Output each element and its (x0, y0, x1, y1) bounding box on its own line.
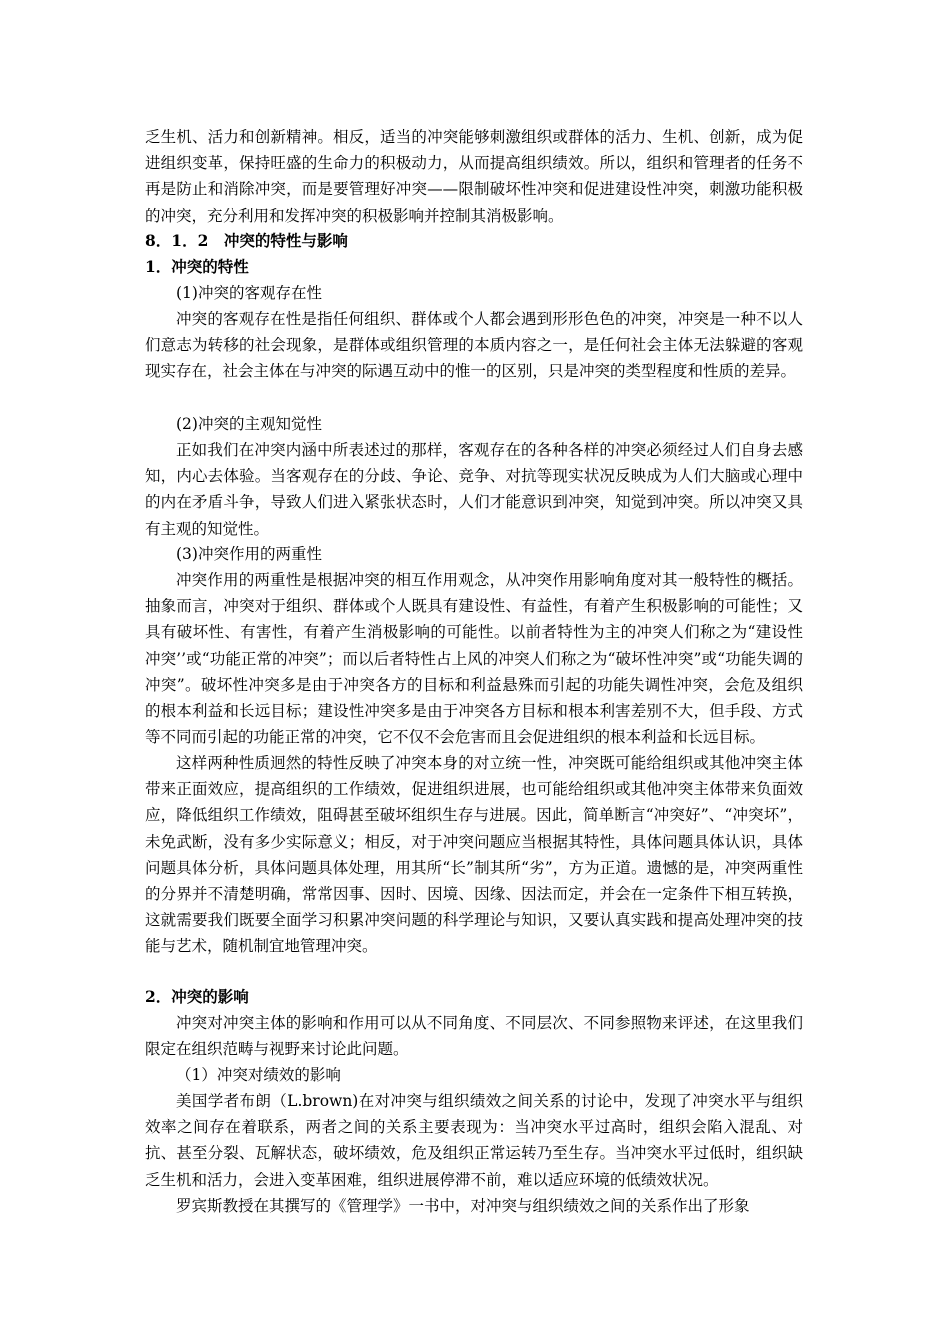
paragraph-intro: 乏生机、活力和创新精神。相反，适当的冲突能够刺激组织或群体的活力、生机、创新，成为促进组织变革，保持旺盛的生命力的积极动力，从而提高组织绩效。所以，组织和管理者的任务不再是防止和消除冲突，而是要管理好冲突——限制破坏性冲突和促进建设性冲突，刺激功能积极的冲突，充分利用和发挥冲突的积极影响并控制其消极影响。 (145, 128, 803, 225)
paragraph-objective-existence: 冲突的客观存在性是指任何组织、群体或个人都会遇到形形色色的冲突，冲突是一种不以人们意志为转移的社会现象，是群体或组织管理的本质内容之一，是任何社会主体无法躲避的客观现实存在，社会主体在与冲突的际遇互动中的惟一的区别，只是冲突的类型程度和性质的差异。 (145, 310, 803, 381)
subheading-objective-existence: (1)冲突的客观存在性 (176, 284, 322, 302)
section-heading: 8．1．2 冲突的特性与影响 (145, 231, 348, 250)
paragraph-brown-study: 美国学者布朗（L.brown)在对冲突与组织绩效之间关系的讨论中，发现了冲突水平与组织效率之间存在着联系，两者之间的关系主要表现为：当冲突水平过高时，组织会陷入混乱、对抗、甚至分裂、瓦解状态，破坏绩效，危及组织正常运转乃至生存。当冲突水平过低时，组织缺乏生机和活力，会进入变革困难，组织进展停滞不前，难以适应环境的低绩效状况。 (145, 1092, 803, 1189)
subheading-duality: (3)冲突作用的两重性 (176, 545, 322, 563)
heading-conflict-characteristics: 1．冲突的特性 (145, 257, 249, 276)
paragraph-robbins: 罗宾斯教授在其撰写的《管理学》一书中，对冲突与组织绩效之间的关系作出了形象 (176, 1197, 750, 1215)
heading-conflict-impact: 2．冲突的影响 (145, 987, 249, 1006)
paragraph-duality: 冲突作用的两重性是根据冲突的相互作用观念，从冲突作用影响角度对其一般特性的概括。抽象而言，冲突对于组织、群体或个人既具有建设性、有益性，有着产生积极影响的可能性；又具有破坏性、有害性，有着产生消极影响的可能性。以前者特性为主的冲突人们称之为“建设性冲突’’或“功能正常的冲突”；而以后者特性占上风的冲突人们称之为“破坏性冲突”或“功能失调的冲突”。破坏性冲突多是由于冲突各方的目标和利益悬殊而引起的功能失调性冲突，会危及组织的根本利益和长远目标；建设性冲突多是由于冲突各方目标和根本利害差别不大，但手段、方式等不同而引起的功能正常的冲突，它不仅不会危害而且会促进组织的根本利益和长远目标。 (145, 571, 803, 747)
subheading-impact-on-performance: （1）冲突对绩效的影响 (176, 1066, 341, 1084)
paragraph-dialectic: 这样两种性质迥然的特性反映了冲突本身的对立统一性，冲突既可能给组织或其他冲突主体带来正面效应，提高组织的工作绩效，促进组织进展，也可能给组织或其他冲突主体带来负面效应，降低组织工作绩效，阻碍甚至破坏组织生存与进展。因此，简单断言“冲突好”、“冲突坏”，未免武断，没有多少实际意义；相反，对于冲突问题应当根据其特性，具体问题具体认识，具体问题具体分析，具体问题具体处理，用其所“长”制其所“劣”，方为正道。遗憾的是，冲突两重性的分界并不清楚明确，常常因事、因时、因境、因缘、因法而定，并会在一定条件下相互转换，这就需要我们既要全面学习积累冲突问题的科学理论与知识，又要认真实践和提高处理冲突的技能与艺术，随机制宜地管理冲突。 (145, 754, 803, 956)
paragraph-impact-intro: 冲突对冲突主体的影响和作用可以从不同角度、不同层次、不同参照物来评述，在这里我们限定在组织范畴与视野来讨论此问题。 (145, 1014, 803, 1059)
paragraph-subjective-perception: 正如我们在冲突内涵中所表述过的那样，客观存在的各种各样的冲突必须经过人们自身去感知，内心去体验。当客观存在的分歧、争论、竞争、对抗等现实状况反映成为人们大脑或心理中的内在矛盾斗争，导致人们进入紧张状态时，人们才能意识到冲突，知觉到冲突。所以冲突又具有主观的知觉性。 (145, 441, 803, 538)
subheading-subjective-perception: (2)冲突的主观知觉性 (176, 415, 322, 433)
